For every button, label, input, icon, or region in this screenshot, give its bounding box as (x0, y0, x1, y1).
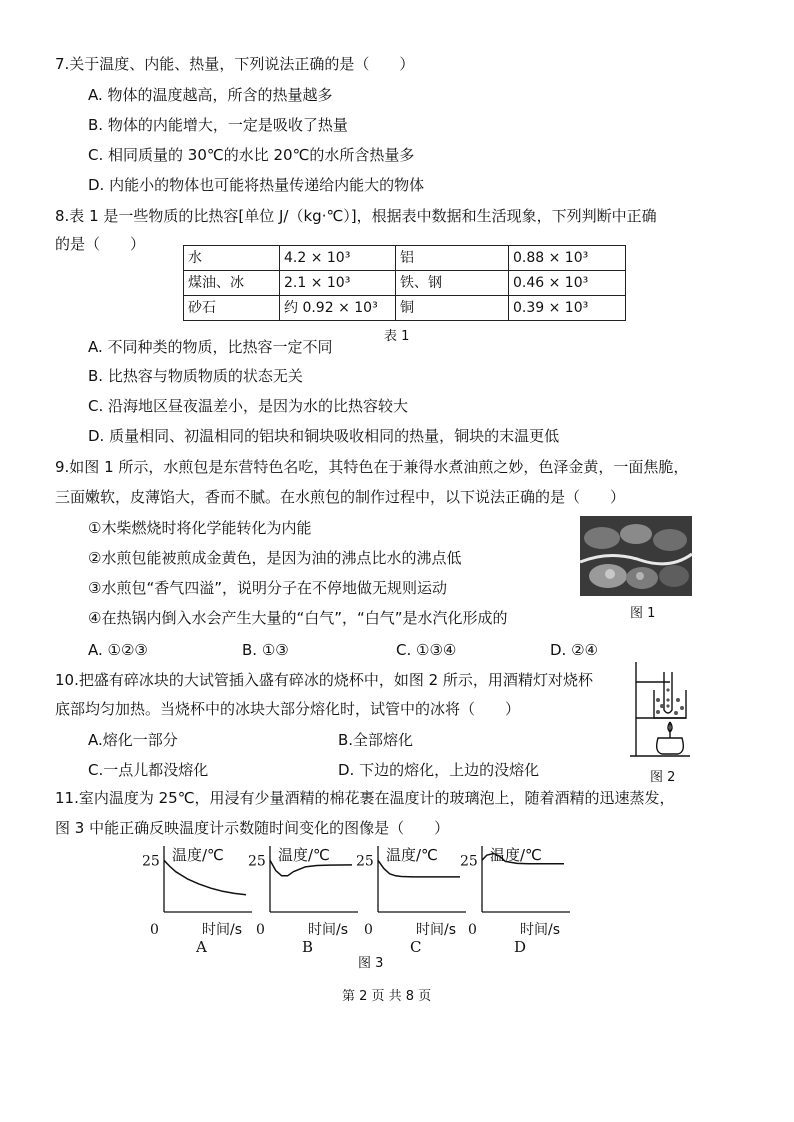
q9-stem-line2: 三面嫩软，皮薄馅大，香而不腻。在水煎包的制作过程中，以下说法正确的是（ ） (55, 488, 626, 506)
q9-option-a: A. ①②③ (88, 641, 148, 659)
figure-2-caption: 图 2 (650, 770, 676, 785)
origin-label: 0 (468, 922, 477, 938)
origin-label: 0 (256, 922, 265, 938)
table-cell: 4.2 × 10³ (280, 246, 396, 271)
series-line (164, 860, 246, 895)
figure-1-caption: 图 1 (630, 606, 656, 621)
q10-option-a: A.熔化一部分 (88, 731, 178, 749)
page-number: 第 2 页 共 8 页 (342, 989, 432, 1004)
y-axis-label: 温度/℃ (278, 846, 330, 864)
table-row (184, 246, 626, 271)
q9-option-b: B. ①③ (242, 641, 289, 659)
x-axis-label: 时间/s (308, 922, 349, 938)
figure-3-caption: 图 3 (358, 956, 384, 971)
figure-3-charts (142, 840, 600, 940)
q9-statement-1: ①木柴燃烧时将化学能转化为内能 (88, 519, 312, 537)
y-axis-label: 温度/℃ (172, 846, 224, 864)
table-cell: 2.1 × 10³ (280, 271, 396, 296)
q9-stem-line1: 9.如图 1 所示，水煎包是东营特色名吃，其特色在于兼得水煮油煎之妙，色泽金黄，一面焦脆， (55, 458, 689, 476)
x-axis-label: 时间/s (520, 922, 561, 938)
table-cell: 0.39 × 10³ (509, 296, 626, 321)
q7-option-d: D. 内能小的物体也可能将热量传递给内能大的物体 (88, 176, 425, 194)
x-axis-label: 时间/s (202, 922, 243, 938)
table-row (184, 296, 626, 321)
y-axis-label: 温度/℃ (490, 846, 542, 864)
q8-stem-line2: 的是（ ） (55, 235, 146, 253)
table-cell: 0.88 × 10³ (509, 246, 626, 271)
y-tick-label: 25 (356, 853, 374, 870)
q8-option-d: D. 质量相同、初温相同的铝块和铜块吸收相同的热量，铜块的末温更低 (88, 427, 560, 445)
y-tick-label: 25 (460, 853, 478, 870)
chart-b (248, 846, 358, 938)
q9-option-c: C. ①③④ (396, 641, 457, 659)
q7-option-a: A. 物体的温度越高，所含的热量越多 (88, 86, 333, 104)
chart-a (142, 846, 252, 938)
origin-label: 0 (364, 922, 373, 938)
q10-stem-line2: 底部均匀加热。当烧杯中的冰块大部分熔化时，试管中的冰将（ ） (55, 700, 521, 718)
origin-label: 0 (150, 922, 159, 938)
q7-option-b: B. 物体的内能增大，一定是吸收了热量 (88, 116, 348, 134)
y-axis-label: 温度/℃ (386, 846, 438, 864)
q9-statement-2: ②水煎包能被煎成金黄色，是因为油的沸点比水的沸点低 (88, 549, 462, 567)
table-caption: 表 1 (384, 329, 410, 344)
table-cell: 铝 (396, 246, 509, 271)
chart-d (460, 846, 570, 938)
q8-option-a: A. 不同种类的物质，比热容一定不同 (88, 338, 333, 356)
q7-stem: 7.关于温度、内能、热量，下列说法正确的是（ ） (55, 55, 415, 73)
q10-option-c: C.一点儿都没熔化 (88, 761, 209, 779)
table-row (184, 271, 626, 296)
q8-stem-line1: 8.表 1 是一些物质的比热容[单位 J/（kg·℃）]，根据表中数据和生活现象，下列判断中正确 (55, 207, 657, 225)
specific-heat-table (183, 245, 626, 321)
q10-option-b: B.全部熔化 (338, 731, 414, 749)
q7-option-c: C. 相同质量的 30℃的水比 20℃的水所含热量多 (88, 146, 415, 164)
table-cell: 砂石 (184, 296, 280, 321)
chart-b-label: B (302, 938, 314, 956)
table-cell: 铁、钢 (396, 271, 509, 296)
q10-stem-line1: 10.把盛有碎冰块的大试管插入盛有碎冰的烧杯中，如图 2 所示，用酒精灯对烧杯 (55, 671, 593, 689)
chart-a-label: A (196, 938, 207, 956)
table-cell: 水 (184, 246, 280, 271)
q9-option-d: D. ②④ (550, 641, 598, 659)
table-cell: 铜 (396, 296, 509, 321)
q11-stem-line1: 11.室内温度为 25℃，用浸有少量酒精的棉花裹在温度计的玻璃泡上，随着酒精的迅速蒸发， (55, 789, 675, 807)
chart-d-label: D (514, 938, 527, 956)
y-tick-label: 25 (142, 853, 160, 870)
q10-option-d: D. 下边的熔化，上边的没熔化 (338, 761, 540, 779)
q9-statement-4: ④在热锅内倒入水会产生大量的“白气”，“白气”是水汽化形成的 (88, 609, 508, 627)
table-cell: 煤油、冰 (184, 271, 280, 296)
charts-root (142, 846, 570, 938)
chart-c (356, 846, 466, 938)
q8-option-c: C. 沿海地区昼夜温差小，是因为水的比热容较大 (88, 397, 409, 415)
table-cell: 约 0.92 × 10³ (280, 296, 396, 321)
q9-statement-3: ③水煎包“香气四溢”，说明分子在不停地做无规则运动 (88, 579, 447, 597)
beaker-heating-apparatus (628, 660, 692, 760)
fried-bun-photo (580, 516, 692, 596)
x-axis-label: 时间/s (416, 922, 457, 938)
chart-c-label: C (410, 938, 422, 956)
q11-stem-line2: 图 3 中能正确反映温度计示数随时间变化的图像是（ ） (55, 819, 450, 837)
table-cell: 0.46 × 10³ (509, 271, 626, 296)
q8-option-b: B. 比热容与物质物质的状态无关 (88, 367, 303, 385)
y-tick-label: 25 (248, 853, 266, 870)
